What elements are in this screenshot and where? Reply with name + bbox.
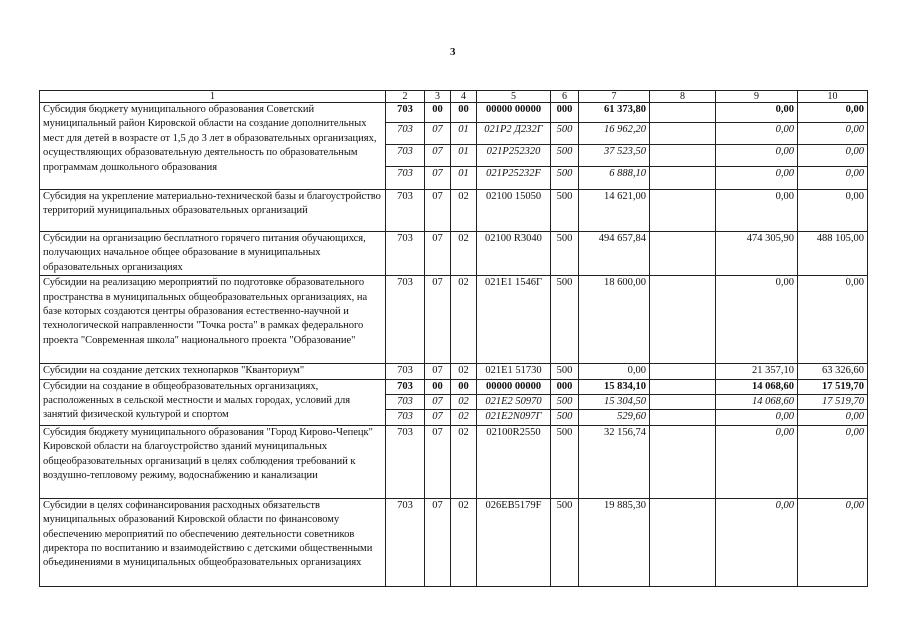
cell-col-2: 703 (386, 232, 425, 276)
cell-col-4: 02 (451, 232, 477, 276)
cell-col-4: 01 (451, 123, 477, 145)
cell-col-4: 02 (451, 276, 477, 364)
cell-col-8 (650, 379, 716, 394)
cell-col-5: 021P2 Д232Г (477, 123, 551, 145)
cell-col-2: 703 (386, 364, 425, 379)
cell-col-9: 0,00 (716, 425, 798, 498)
cell-col-6: 500 (551, 425, 579, 498)
cell-col-9: 0,00 (716, 145, 798, 167)
cell-col-4: 01 (451, 167, 477, 190)
cell-col-2: 703 (386, 190, 425, 232)
column-header: 7 (579, 91, 650, 103)
table-row (40, 190, 868, 232)
cell-col-7: 0,00 (579, 364, 650, 379)
table-row (40, 379, 868, 394)
cell-col-6: 500 (551, 498, 579, 586)
row-description: Субсидия на укрепление материально-технической базы и благоустройство территорий муниципальных образовательных организаций (40, 190, 386, 232)
cell-col-8 (650, 145, 716, 167)
table-row (40, 364, 868, 379)
cell-col-8 (650, 123, 716, 145)
cell-col-9: 0,00 (716, 276, 798, 364)
cell-col-8 (650, 190, 716, 232)
column-header: 4 (451, 91, 477, 103)
cell-col-7: 18 600,00 (579, 276, 650, 364)
table-body (40, 103, 868, 587)
column-header: 5 (477, 91, 551, 103)
cell-col-9: 0,00 (716, 167, 798, 190)
cell-col-5: 02100 15050 (477, 190, 551, 232)
cell-col-4: 01 (451, 145, 477, 167)
row-description: Субсидии в целях софинансирования расходных обязательств муниципальных образований Кировской области по финансовому обеспечению мероприятий по обеспечению деятельности советников директора по воспитанию и взаимодействию с детскими общественными объединениями в муниципальных общеобразовательных организациях (40, 498, 386, 586)
cell-col-6: 500 (551, 145, 579, 167)
cell-col-3: 07 (425, 410, 451, 425)
column-header: 2 (386, 91, 425, 103)
cell-col-3: 07 (425, 190, 451, 232)
cell-col-7: 16 962,20 (579, 123, 650, 145)
cell-col-9: 0,00 (716, 123, 798, 145)
cell-col-10: 0,00 (798, 123, 868, 145)
cell-col-4: 02 (451, 425, 477, 498)
cell-col-7: 6 888,10 (579, 167, 650, 190)
column-header: 1 (40, 91, 386, 103)
cell-col-2: 703 (386, 103, 425, 123)
cell-col-8 (650, 232, 716, 276)
cell-col-4: 02 (451, 364, 477, 379)
cell-col-9: 14 068,60 (716, 379, 798, 394)
cell-col-6: 000 (551, 379, 579, 394)
cell-col-10: 0,00 (798, 167, 868, 190)
cell-col-5: 021P252320 (477, 145, 551, 167)
cell-col-6: 500 (551, 190, 579, 232)
cell-col-9: 21 357,10 (716, 364, 798, 379)
cell-col-8 (650, 167, 716, 190)
budget-table (39, 90, 868, 587)
cell-col-2: 703 (386, 498, 425, 586)
cell-col-5: 02100 R3040 (477, 232, 551, 276)
cell-col-7: 14 621,00 (579, 190, 650, 232)
row-description: Субсидии на создание детских технопарков "Кванториум" (40, 364, 386, 379)
cell-col-10: 63 326,60 (798, 364, 868, 379)
page-number: 3 (450, 46, 456, 58)
column-header: 3 (425, 91, 451, 103)
cell-col-10: 0,00 (798, 145, 868, 167)
cell-col-9: 14 068,60 (716, 395, 798, 410)
cell-col-3: 00 (425, 379, 451, 394)
column-header: 9 (716, 91, 798, 103)
cell-col-8 (650, 425, 716, 498)
cell-col-7: 19 885,30 (579, 498, 650, 586)
cell-col-5: 021E1 51730 (477, 364, 551, 379)
cell-col-7: 529,60 (579, 410, 650, 425)
cell-col-10: 17 519,70 (798, 379, 868, 394)
cell-col-3: 07 (425, 395, 451, 410)
cell-col-8 (650, 103, 716, 123)
cell-col-5: 00000 00000 (477, 103, 551, 123)
cell-col-10: 0,00 (798, 103, 868, 123)
cell-col-2: 703 (386, 395, 425, 410)
cell-col-5: 021P25232F (477, 167, 551, 190)
cell-col-10: 488 105,00 (798, 232, 868, 276)
cell-col-8 (650, 276, 716, 364)
cell-col-2: 703 (386, 145, 425, 167)
table-row (40, 425, 868, 498)
cell-col-10: 17 519,70 (798, 395, 868, 410)
cell-col-3: 07 (425, 276, 451, 364)
cell-col-2: 703 (386, 167, 425, 190)
cell-col-5: 02100R2550 (477, 425, 551, 498)
cell-col-5: 021E1 1546Г (477, 276, 551, 364)
column-header: 6 (551, 91, 579, 103)
cell-col-7: 61 373,80 (579, 103, 650, 123)
cell-col-9: 0,00 (716, 103, 798, 123)
table-row (40, 498, 868, 586)
table-row (40, 276, 868, 364)
cell-col-5: 021E2N097Г (477, 410, 551, 425)
row-description: Субсидия бюджету муниципального образования Советский муниципальный район Кировской области на создание дополнительных мест для детей в возрасте от 1,5 до 3 лет в образовательных организациях, осуществляющих образовательную деятельность по образовательным программам дошкольного образования (40, 103, 386, 190)
cell-col-3: 07 (425, 145, 451, 167)
cell-col-8 (650, 364, 716, 379)
cell-col-10: 0,00 (798, 498, 868, 586)
cell-col-10: 0,00 (798, 276, 868, 364)
table-row (40, 103, 868, 123)
cell-col-4: 02 (451, 190, 477, 232)
cell-col-6: 500 (551, 167, 579, 190)
cell-col-3: 07 (425, 425, 451, 498)
cell-col-10: 0,00 (798, 425, 868, 498)
cell-col-6: 500 (551, 410, 579, 425)
cell-col-4: 02 (451, 395, 477, 410)
cell-col-3: 07 (425, 364, 451, 379)
cell-col-4: 00 (451, 103, 477, 123)
cell-col-5: 021E2 50970 (477, 395, 551, 410)
table-row (40, 232, 868, 276)
cell-col-4: 02 (451, 498, 477, 586)
cell-col-4: 00 (451, 379, 477, 394)
cell-col-5: 026EB5179F (477, 498, 551, 586)
column-header: 10 (798, 91, 868, 103)
cell-col-3: 07 (425, 232, 451, 276)
cell-col-3: 07 (425, 123, 451, 145)
row-description: Субсидия бюджету муниципального образования "Город Кирово-Чепецк" Кировской области на благоустройство зданий муниципальных общеобразовательных организаций в целях соблюдения требований к воздушно-тепловому режиму, водоснабжению и канализации (40, 425, 386, 498)
cell-col-3: 07 (425, 498, 451, 586)
cell-col-3: 00 (425, 103, 451, 123)
cell-col-6: 500 (551, 123, 579, 145)
cell-col-4: 02 (451, 410, 477, 425)
row-description: Субсидии на создание в общеобразовательных организациях, расположенных в сельской местности и малых городах, условий для занятий физической культурой и спортом (40, 379, 386, 425)
cell-col-2: 703 (386, 379, 425, 394)
cell-col-7: 15 834,10 (579, 379, 650, 394)
row-description: Субсидии на организацию бесплатного горячего питания обучающихся, получающих начальное общее образование в муниципальных образовательных организациях (40, 232, 386, 276)
cell-col-9: 0,00 (716, 410, 798, 425)
cell-col-7: 494 657,84 (579, 232, 650, 276)
column-header: 8 (650, 91, 716, 103)
cell-col-8 (650, 395, 716, 410)
cell-col-2: 703 (386, 410, 425, 425)
cell-col-2: 703 (386, 425, 425, 498)
cell-col-7: 37 523,50 (579, 145, 650, 167)
cell-col-8 (650, 498, 716, 586)
cell-col-9: 0,00 (716, 498, 798, 586)
row-description: Субсидии на реализацию мероприятий по подготовке образовательного пространства в муниципальных общеобразовательных организациях, на базе которых создаются центры образования естественно-научной и технологической направленности "Точка роста" в рамках федерального проекта "Современная школа" национального проекта "Образование" (40, 276, 386, 364)
cell-col-5: 00000 00000 (477, 379, 551, 394)
cell-col-3: 07 (425, 167, 451, 190)
cell-col-10: 0,00 (798, 410, 868, 425)
column-number-row (40, 91, 868, 103)
cell-col-6: 500 (551, 364, 579, 379)
cell-col-6: 000 (551, 103, 579, 123)
cell-col-6: 500 (551, 395, 579, 410)
cell-col-9: 474 305,90 (716, 232, 798, 276)
cell-col-2: 703 (386, 276, 425, 364)
cell-col-7: 15 304,50 (579, 395, 650, 410)
cell-col-6: 500 (551, 232, 579, 276)
cell-col-7: 32 156,74 (579, 425, 650, 498)
cell-col-2: 703 (386, 123, 425, 145)
cell-col-10: 0,00 (798, 190, 868, 232)
cell-col-8 (650, 410, 716, 425)
cell-col-9: 0,00 (716, 190, 798, 232)
cell-col-6: 500 (551, 276, 579, 364)
